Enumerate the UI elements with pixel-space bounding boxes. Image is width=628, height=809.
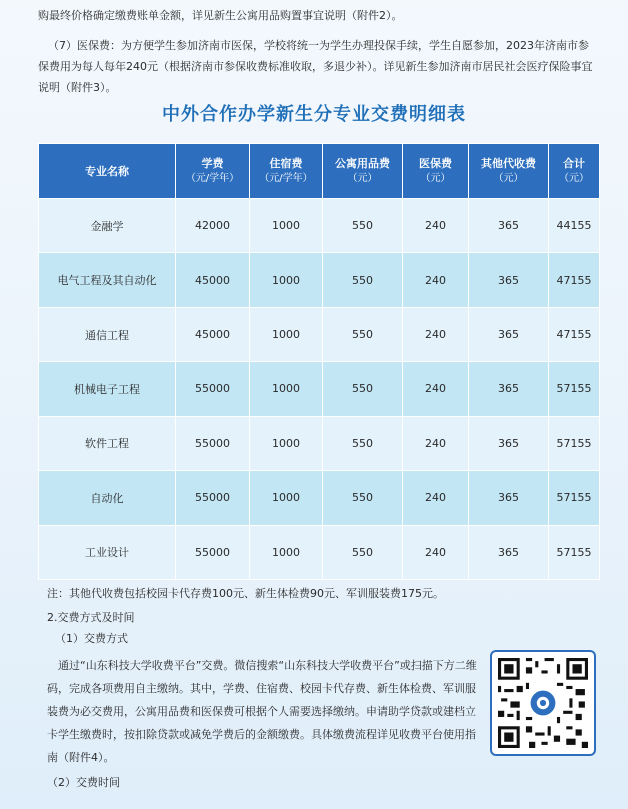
- fee-table: [38, 143, 600, 580]
- fee-cell: 1000: [250, 471, 323, 525]
- header-label: 其他代收费: [481, 157, 536, 170]
- fee-cell: 1000: [250, 307, 323, 361]
- fee-cell: 57155: [549, 471, 600, 525]
- fee-cell: 550: [323, 416, 403, 470]
- fee-cell: 365: [469, 253, 549, 307]
- fee-cell: 240: [403, 525, 469, 579]
- qr-code-frame: [490, 650, 596, 756]
- table-row: [39, 416, 600, 470]
- fee-cell: 550: [323, 525, 403, 579]
- fee-cell: 47155: [549, 307, 600, 361]
- fee-cell: 240: [403, 416, 469, 470]
- header-cell: [176, 144, 250, 199]
- fee-cell: 365: [469, 199, 549, 253]
- table-row: [39, 471, 600, 525]
- header-label: 住宿费: [269, 157, 303, 170]
- table-note: 注：其他代收费包括校园卡代存费100元、新生体检费90元、军训服装费175元。: [47, 587, 444, 600]
- table-row: [39, 199, 600, 253]
- fee-cell: 55000: [176, 362, 250, 416]
- fee-cell: 550: [323, 471, 403, 525]
- fee-cell: 1000: [250, 525, 323, 579]
- fee-cell: 365: [469, 525, 549, 579]
- major-name-cell: 通信工程: [39, 307, 176, 361]
- header-cell: [469, 144, 549, 199]
- header-unit: （元）: [420, 173, 451, 184]
- header-row: [39, 144, 600, 199]
- header-label: 医保费: [419, 157, 452, 170]
- header-cell: [39, 144, 176, 199]
- header-label: 公寓用品费: [335, 157, 390, 170]
- major-name-cell: 机械电子工程: [39, 362, 176, 416]
- fee-cell: 365: [469, 416, 549, 470]
- fee-cell: 45000: [176, 307, 250, 361]
- header-unit: （元）: [347, 173, 378, 184]
- qr-code-icon: [498, 658, 588, 748]
- fee-cell: 365: [469, 307, 549, 361]
- fee-cell: 240: [403, 362, 469, 416]
- fee-cell: 45000: [176, 253, 250, 307]
- fee-cell: 550: [323, 307, 403, 361]
- fee-cell: 240: [403, 471, 469, 525]
- fee-cell: 55000: [176, 525, 250, 579]
- header-label: 学费: [201, 157, 224, 170]
- header-cell: [250, 144, 323, 199]
- header-unit: （元）: [493, 173, 524, 184]
- fee-cell: 55000: [176, 471, 250, 525]
- insurance-paragraph: （7）医保费：为方便学生参加济南市医保，学校将统一为学生办理投保手续，学生自愿参加，2023年济南市参保费用为每人每年240元（根据济南市参保收费标准收取，多退少补）。详见新生参加济南市居民社会医疗保险事宜说明（附件3）。: [38, 39, 593, 94]
- major-name-cell: 金融学: [39, 199, 176, 253]
- table-row: [39, 525, 600, 579]
- table-row: [39, 307, 600, 361]
- header-unit: （元）: [559, 173, 589, 184]
- payment-paragraph: 通过“山东科技大学收费平台”交费。微信搜索“山东科技大学收费平台”或扫描下方二维码，完成各项费用自主缴纳。其中，学费、住宿费、校园卡代存费、新生体检费、军训服装费为必交费用，公寓用品费和医保费可根据个人需要选择缴纳。申请助学贷款或建档立卡学生缴费时，按扣除贷款或减免学费后的金额缴费。具体缴费流程详见收费平台使用指南（附件4）。: [47, 659, 477, 764]
- table-row: [39, 362, 600, 416]
- major-name-cell: 电气工程及其自动化: [39, 253, 176, 307]
- table-title: 中外合作办学新生分专业交费明细表: [162, 104, 466, 125]
- fee-cell: 240: [403, 307, 469, 361]
- header-cell: [549, 144, 600, 199]
- subsection-title-payment-method: （1）交费方式: [55, 632, 128, 645]
- major-name-cell: 工业设计: [39, 525, 176, 579]
- fee-cell: 550: [323, 199, 403, 253]
- fee-cell: 1000: [250, 253, 323, 307]
- fee-cell: 240: [403, 253, 469, 307]
- header-cell: [403, 144, 469, 199]
- fee-cell: 365: [469, 471, 549, 525]
- header-unit: （元/学年）: [259, 173, 313, 184]
- fee-cell: 47155: [549, 253, 600, 307]
- table-row: [39, 253, 600, 307]
- fee-cell: 57155: [549, 362, 600, 416]
- subsection-title-payment-time: （2）交费时间: [47, 776, 120, 789]
- fee-cell: 550: [323, 253, 403, 307]
- fee-cell: 57155: [549, 416, 600, 470]
- fee-cell: 1000: [250, 362, 323, 416]
- major-name-cell: 软件工程: [39, 416, 176, 470]
- header-cell: [323, 144, 403, 199]
- intro-line: 购最终价格确定缴费账单金额，详见新生公寓用品购置事宜说明（附件2）。: [38, 9, 403, 22]
- fee-table-header: [39, 144, 600, 199]
- fee-cell: 240: [403, 199, 469, 253]
- fee-cell: 365: [469, 362, 549, 416]
- fee-cell: 57155: [549, 525, 600, 579]
- major-name-cell: 自动化: [39, 471, 176, 525]
- fee-table-body: [39, 199, 600, 580]
- header-unit: （元/学年）: [185, 173, 240, 184]
- fee-cell: 44155: [549, 199, 600, 253]
- fee-cell: 42000: [176, 199, 250, 253]
- header-label: 合计: [563, 157, 585, 170]
- section-title: 2.交费方式及时间: [47, 611, 135, 624]
- fee-cell: 1000: [250, 416, 323, 470]
- fee-cell: 1000: [250, 199, 323, 253]
- fee-cell: 55000: [176, 416, 250, 470]
- header-label: 专业名称: [85, 164, 129, 178]
- fee-cell: 550: [323, 362, 403, 416]
